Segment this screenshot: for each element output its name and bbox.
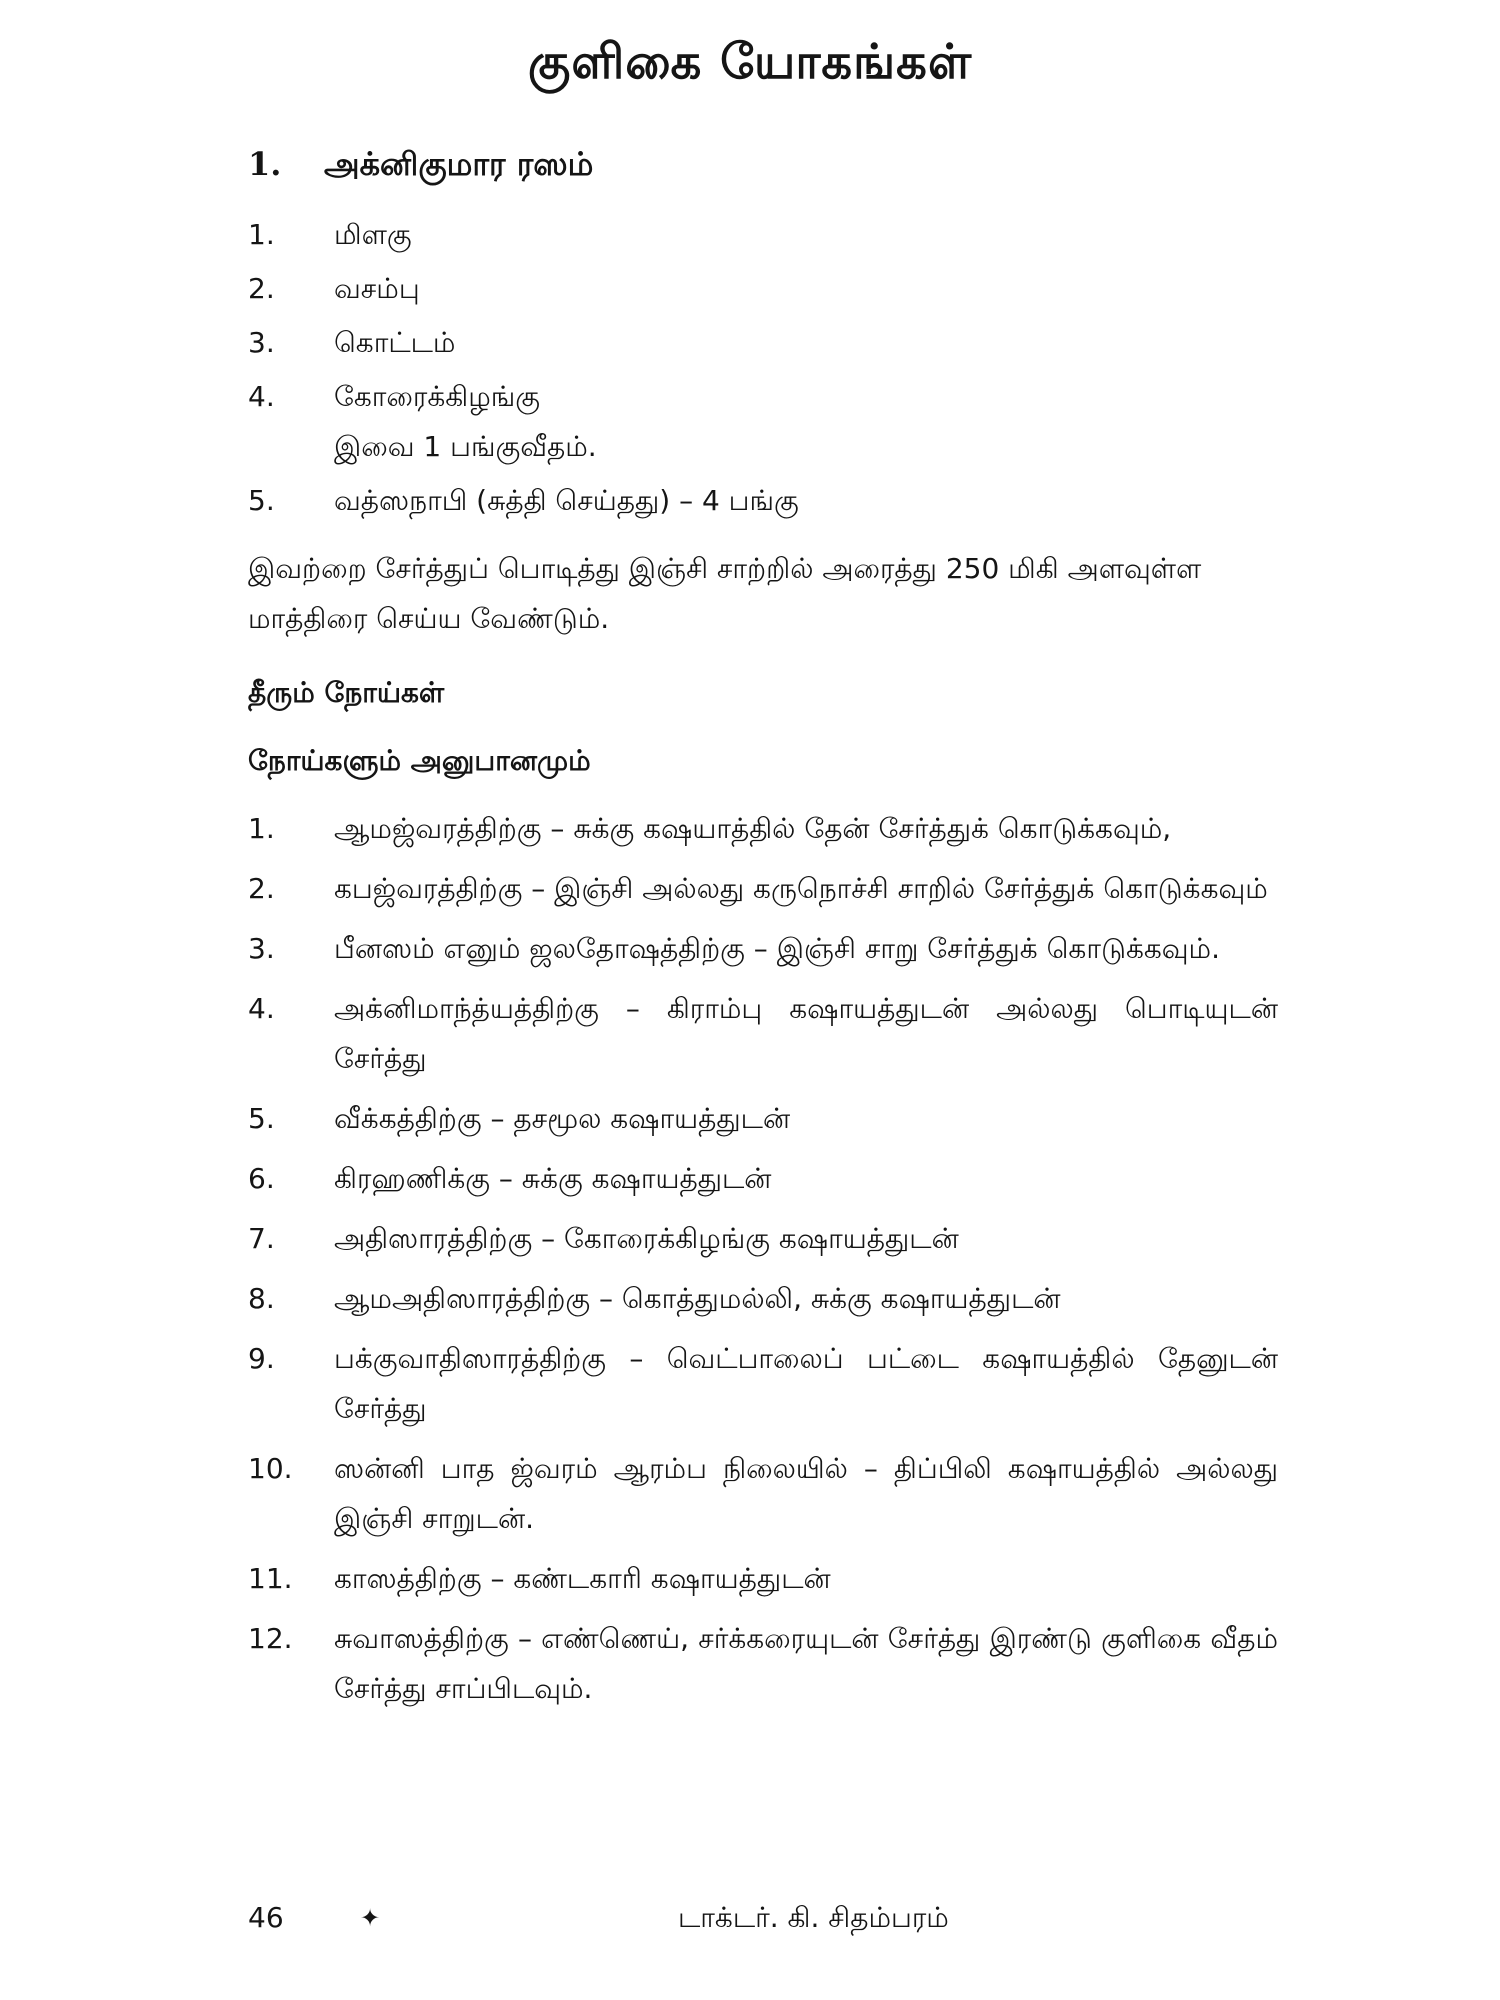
anupana-text: ஸன்னி பாத ஜ்வரம் ஆரம்ப நிலையில் – திப்பிலி கஷாயத்தில் அல்லது இஞ்சி சாறுடன். [334, 1452, 1278, 1535]
anupana-text: அதிஸாரத்திற்கு – கோரைக்கிழங்கு கஷாயத்துடன் [334, 1222, 959, 1255]
anupana-text: ஆமஅதிஸாரத்திற்கு – கொத்துமல்லி, சுக்கு கஷாயத்துடன் [334, 1282, 1061, 1315]
anupana-number: 8. [248, 1282, 275, 1315]
page-number: 46 [248, 1901, 284, 1934]
ingredient-item [248, 476, 1278, 526]
ingredient-number: 3. [248, 326, 275, 359]
diseases-heading: தீரும் நோய்கள் [248, 676, 445, 709]
page-content [248, 140, 1278, 1724]
anupana-number: 6. [248, 1162, 275, 1195]
anupana-number: 2. [248, 872, 275, 905]
ingredient-item [248, 372, 1278, 422]
ingredient-list [248, 210, 1278, 422]
preparation-paragraph: இவற்றை சேர்த்துப் பொடித்து இஞ்சி சாற்றில் அரைத்து 250 மிகி அளவுள்ள மாத்திரை செய்ய வேண்டும். [248, 552, 1202, 635]
anupana-text: ஆமஜ்வரத்திற்கு – சுக்கு கஷயாத்தில் தேன் சேர்த்துக் கொடுக்கவும், [334, 812, 1172, 845]
ingredient-list-continued [248, 476, 1278, 526]
ingredient-number: 4. [248, 380, 275, 413]
ingredient-text: கொட்டம் [334, 326, 456, 359]
ingredient-text: வசம்பு [334, 272, 420, 305]
anupana-item [248, 924, 1278, 974]
anupana-number: 11. [248, 1562, 293, 1595]
anupana-list [248, 804, 1278, 1714]
anupana-item [248, 1614, 1278, 1714]
anupana-number: 12. [248, 1622, 293, 1655]
anupana-item [248, 1444, 1278, 1544]
anupana-number: 1. [248, 812, 275, 845]
ingredient-number: 5. [248, 484, 275, 517]
ingredient-text: மிளகு [334, 218, 412, 251]
anupana-text: வீக்கத்திற்கு – தசமூல கஷாயத்துடன் [334, 1102, 791, 1135]
anupana-number: 9. [248, 1342, 275, 1375]
anupana-text: அக்னிமாந்த்யத்திற்கு – கிராம்பு கஷாயத்துடன் அல்லது பொடியுடன் சேர்த்து [334, 992, 1278, 1075]
anupana-item [248, 1274, 1278, 1324]
anupana-item [248, 1094, 1278, 1144]
star-ornament-icon: ✦ [360, 1904, 381, 1932]
ingredient-item [248, 318, 1278, 368]
anupana-item [248, 1334, 1278, 1434]
ingredient-text: வத்ஸநாபி (சுத்தி செய்தது) – 4 பங்கு [334, 484, 799, 517]
anupana-number: 10. [248, 1452, 293, 1485]
ingredient-item [248, 264, 1278, 314]
anupana-text: சுவாஸத்திற்கு – எண்ணெய், சர்க்கரையுடன் சேர்த்து இரண்டு குளிகை வீதம் சேர்த்து சாப்பிடவும். [334, 1622, 1278, 1705]
anupana-item [248, 1554, 1278, 1604]
anupana-heading: நோய்களும் அனுபானமும் [248, 744, 591, 777]
ingredients-note: இவை 1 பங்குவீதம். [334, 430, 597, 463]
anupana-text: பக்குவாதிஸாரத்திற்கு – வெட்பாலைப் பட்டை கஷாயத்தில் தேனுடன் சேர்த்து [334, 1342, 1278, 1425]
anupana-item [248, 1154, 1278, 1204]
anupana-item [248, 804, 1278, 854]
page-title: குளிகை யோகங்கள் [527, 34, 973, 90]
section-heading [248, 140, 1278, 188]
ingredient-number: 1. [248, 218, 275, 251]
anupana-text: பீனஸம் எனும் ஜலதோஷத்திற்கு – இஞ்சி சாறு சேர்த்துக் கொடுக்கவும். [334, 932, 1220, 965]
anupana-number: 4. [248, 992, 275, 1025]
anupana-text: கபஜ்வரத்திற்கு – இஞ்சி அல்லது கருநொச்சி சாறில் சேர்த்துக் கொடுக்கவும் [334, 872, 1268, 905]
anupana-item [248, 984, 1278, 1084]
anupana-number: 5. [248, 1102, 275, 1135]
author-name: டாக்டர். கி. சிதம்பரம் [678, 1901, 949, 1934]
anupana-text: கிரஹணிக்கு – சுக்கு கஷாயத்துடன் [334, 1162, 772, 1195]
ingredient-text: கோரைக்கிழங்கு [334, 380, 541, 413]
anupana-text: காஸத்திற்கு – கண்டகாரி கஷாயத்துடன் [334, 1562, 831, 1595]
ingredient-number: 2. [248, 272, 275, 305]
anupana-item [248, 864, 1278, 914]
anupana-item [248, 1214, 1278, 1264]
section-number: 1. [248, 145, 282, 183]
ingredient-item [248, 210, 1278, 260]
anupana-number: 3. [248, 932, 275, 965]
anupana-number: 7. [248, 1222, 275, 1255]
section-title: அக்னிகுமார ரஸம் [324, 145, 594, 183]
